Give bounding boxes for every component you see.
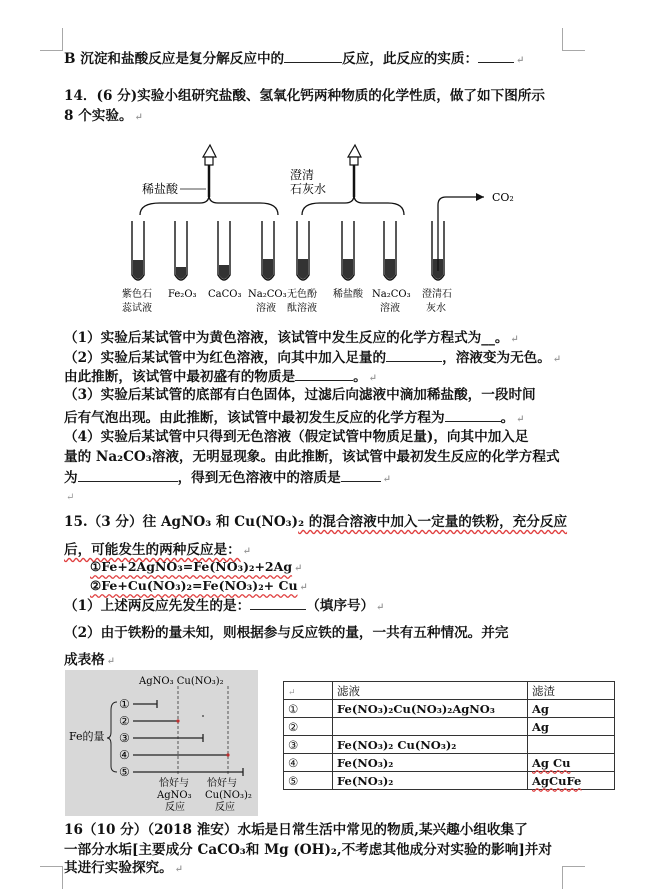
q16-line-1 xyxy=(64,820,528,840)
q15-sub-1 xyxy=(64,595,385,618)
svg-text:②: ② xyxy=(119,714,130,728)
filtrate-cell[interactable] xyxy=(333,718,528,736)
svg-text:④: ④ xyxy=(119,748,130,762)
results-table xyxy=(283,681,615,790)
co2-label: CO₂ xyxy=(492,191,514,204)
row-number: ② xyxy=(284,718,333,736)
answer-blank[interactable] xyxy=(250,595,306,610)
filtrate-cell[interactable]: Fe(NO₃)₂ Cu(NO₃)₂ xyxy=(333,736,528,754)
fe-amount-label: Fe的量 xyxy=(69,730,105,743)
residue-cell[interactable]: Ag xyxy=(528,700,615,718)
tube-label-5b: 酞溶液 xyxy=(287,303,317,314)
marker-dot xyxy=(176,719,179,722)
co2-delivery-tube xyxy=(438,193,484,271)
text-segment: 其进行实验探究。 xyxy=(64,860,173,876)
brace-left xyxy=(140,195,278,215)
bottom-labels xyxy=(156,776,252,813)
text-segment: 后有气泡出现。由此推断，该试管中最初发生反应的化学方程为 xyxy=(64,410,445,426)
text-segment: 15.（3 分）往 AgNO₃ 和 Cu(NO₃) xyxy=(64,514,299,530)
svg-text:①: ① xyxy=(119,697,130,711)
limewater-label-1: 澄清 xyxy=(290,168,315,182)
paragraph-mark: ↵ xyxy=(174,864,184,875)
text-segment: 14．(6 分)实验小组研究盐酸、氢氧化钙两种物质的化学性质，做了如下图所示 xyxy=(64,88,545,104)
table-row xyxy=(284,772,615,790)
row-number: ④ xyxy=(284,754,333,772)
q16-line-2 xyxy=(64,840,552,860)
text-segment: 8 个实验。 xyxy=(64,108,133,124)
fe-brace xyxy=(107,702,117,772)
crop-mark-bottom-right xyxy=(562,866,585,889)
filtrate-cell[interactable]: Fe(NO₃)₂Cu(NO₃)₂AgNO₃ xyxy=(333,700,528,718)
q15-sub-2-cont xyxy=(64,650,115,672)
row-number: ⑤ xyxy=(284,772,333,790)
svg-text:③: ③ xyxy=(119,731,130,745)
paragraph-mark: ↵ xyxy=(552,354,562,365)
paragraph-mark: ↵ xyxy=(382,474,392,485)
svg-text:反应: 反应 xyxy=(165,802,185,813)
svg-text:反应: 反应 xyxy=(215,802,235,813)
test-tube-experiment-figure xyxy=(120,135,540,335)
diagram-top-labels: AgNO₃ Cu(NO₃)₂ xyxy=(139,676,224,687)
text-segment: 后，可能发生的两种反应是： xyxy=(64,542,241,558)
text-segment: 一部分水垢[主要成分 CaCO₃和 Mg (OH)₂,不考虑其他成分对实验的影响]并对 xyxy=(64,842,552,858)
marker-dot xyxy=(226,753,229,756)
text-segment: 16（10 分）（2018 淮安）水垢是日常生活中常见的物质,某兴趣小组收集了 xyxy=(64,822,528,838)
tube-label-2a: Fe₂O₃ xyxy=(168,289,197,300)
text-segment: 成表格 xyxy=(64,652,105,668)
table-row xyxy=(284,718,615,736)
fe-amount-bars xyxy=(133,700,243,776)
answer-blank[interactable] xyxy=(445,407,501,422)
scan-speck xyxy=(202,715,204,717)
paragraph-mark: ↵ xyxy=(134,112,143,123)
svg-text:Cu(NO₃)₂: Cu(NO₃)₂ xyxy=(205,790,252,801)
q14-sub-4-cont2 xyxy=(64,467,391,490)
table-row xyxy=(284,736,615,754)
header-cell: ↵ xyxy=(284,682,333,700)
paragraph-mark: ↵ xyxy=(294,563,303,574)
text-line-b-precipitate xyxy=(64,48,524,71)
tube-labels xyxy=(122,287,452,314)
tube-label-3a: CaCO₃ xyxy=(208,289,242,300)
limewater-label-2: 石灰水 xyxy=(290,182,327,196)
table-header-row xyxy=(284,682,615,700)
empty-line xyxy=(64,486,74,508)
crop-mark-bottom-left xyxy=(40,866,63,889)
tube-label-1a: 紫色石 xyxy=(122,289,152,300)
iron-amount-diagram xyxy=(65,670,258,816)
header-cell-residue: 滤渣 xyxy=(528,682,615,700)
residue-cell[interactable] xyxy=(528,736,615,754)
q14-sub-4-cont xyxy=(64,447,560,467)
answer-blank[interactable] xyxy=(478,48,514,63)
svg-text:⑤: ⑤ xyxy=(119,765,130,779)
svg-text:恰好与: 恰好与 xyxy=(159,778,189,789)
text-segment: （1）实验后某试管中为黄色溶液，该试管中发生反应的化学方程式为__。 xyxy=(64,330,509,346)
answer-blank[interactable] xyxy=(284,48,342,63)
text-segment: 反应，此反应的实质： xyxy=(342,51,479,67)
q15-sub-2 xyxy=(64,623,508,643)
text-segment: ，得到无色溶液中的溶质是 xyxy=(177,470,341,486)
tube-label-4a: Na₂CO₃ xyxy=(248,289,287,300)
filtrate-cell[interactable]: Fe(NO₃)₂ xyxy=(333,772,528,790)
answer-blank[interactable] xyxy=(78,467,178,482)
tube-label-5a: 无色酚 xyxy=(287,289,317,300)
tube-label-6a: 稀盐酸 xyxy=(333,289,363,300)
paragraph-mark: ↵ xyxy=(510,334,519,345)
q16-line-3 xyxy=(64,858,183,880)
brace-right xyxy=(302,195,404,215)
text-segment: ②Fe+Cu(NO₃)₂=Fe(NO₃)₂+ Cu xyxy=(90,578,298,593)
filtrate-cell[interactable]: Fe(NO₃)₂ xyxy=(333,754,528,772)
residue-cell[interactable]: Ag xyxy=(528,718,615,736)
text-segment: ①Fe+2AgNO₃=Fe(NO₃)₂+2Ag xyxy=(90,559,293,574)
tube-label-7b: 溶液 xyxy=(380,303,400,314)
tube-label-1b: 蕊试液 xyxy=(122,303,152,314)
paragraph-mark: ↵ xyxy=(299,582,308,593)
q14-sub-3 xyxy=(64,385,536,405)
text-segment: （1）上述两反应先发生的是： xyxy=(64,598,251,614)
answer-blank[interactable] xyxy=(341,467,381,482)
paragraph-mark: ↵ xyxy=(368,373,378,384)
text-segment: （3）实验后某试管的底部有白色固体，过滤后向滤液中滴加稀盐酸，一段时间 xyxy=(64,387,536,403)
text-segment: （4）实验后某试管中只得到无色溶液（假定试管中物质足量)，向其中加入足 xyxy=(64,429,529,445)
paragraph-mark: ↵ xyxy=(242,546,252,557)
q14-intro-line-2 xyxy=(64,106,143,128)
row-number: ① xyxy=(284,700,333,718)
text-segment: 由此推断，该试管中最初盛有的物质是 xyxy=(64,369,296,385)
tube-label-7a: Na₂CO₃ xyxy=(372,289,411,300)
text-segment: （填序号） xyxy=(306,598,375,614)
crop-mark-top-right xyxy=(562,28,585,51)
text-segment: ，溶液变为无色。 xyxy=(442,350,551,366)
answer-blank[interactable] xyxy=(386,347,442,362)
text-segment: ₂ 的混合溶液中加入一定量的铁粉，充分反应 xyxy=(298,514,568,530)
text-segment: （2）实验后某试管中为红色溶液，向其中加入足量的 xyxy=(64,350,387,366)
tube-label-8b: 灰水 xyxy=(426,303,446,314)
paragraph-mark: ↵ xyxy=(516,55,525,66)
paragraph-mark: ↵ xyxy=(106,656,116,667)
table-row xyxy=(284,754,615,772)
svg-text:恰好与: 恰好与 xyxy=(207,778,237,789)
crop-mark-top-left xyxy=(40,28,63,51)
row-numbers xyxy=(119,697,130,779)
tube-label-4b: 溶液 xyxy=(256,303,276,314)
text-segment: B 沉淀和盐酸反应是复分解反应中的 xyxy=(64,51,285,67)
text-segment: 。 xyxy=(353,369,367,385)
svg-text:AgNO₃: AgNO₃ xyxy=(157,790,192,801)
paragraph-mark: ↵ xyxy=(516,414,525,425)
acid-label: 稀盐酸 xyxy=(142,182,179,196)
q14-sub-4 xyxy=(64,427,528,447)
residue-cell[interactable]: Ag Cu xyxy=(528,754,615,772)
row-number: ③ xyxy=(284,736,333,754)
answer-blank[interactable] xyxy=(295,366,353,381)
text-segment: （2）由于铁粉的量未知，则根据参与反应铁的量，一共有五种情况。并完 xyxy=(64,625,509,641)
paragraph-mark: ↵ xyxy=(376,602,385,613)
text-segment: 。 xyxy=(500,410,515,426)
tube-label-8a: 澄清石 xyxy=(422,289,452,300)
q14-intro-line-1 xyxy=(64,86,545,106)
q15-intro-line-1 xyxy=(64,512,567,532)
text-segment: 量的 Na₂CO₃溶液，无明显现象。由此推断，该试管中最初发生反应的化学方程式 xyxy=(64,449,560,465)
paragraph-mark: ↵ xyxy=(66,492,75,503)
residue-cell[interactable]: AgCuFe xyxy=(528,772,615,790)
table-row xyxy=(284,700,615,718)
header-cell-filtrate: 滤液 xyxy=(333,682,528,700)
dropper-icon xyxy=(348,145,361,197)
text-segment: 为 xyxy=(64,470,78,486)
